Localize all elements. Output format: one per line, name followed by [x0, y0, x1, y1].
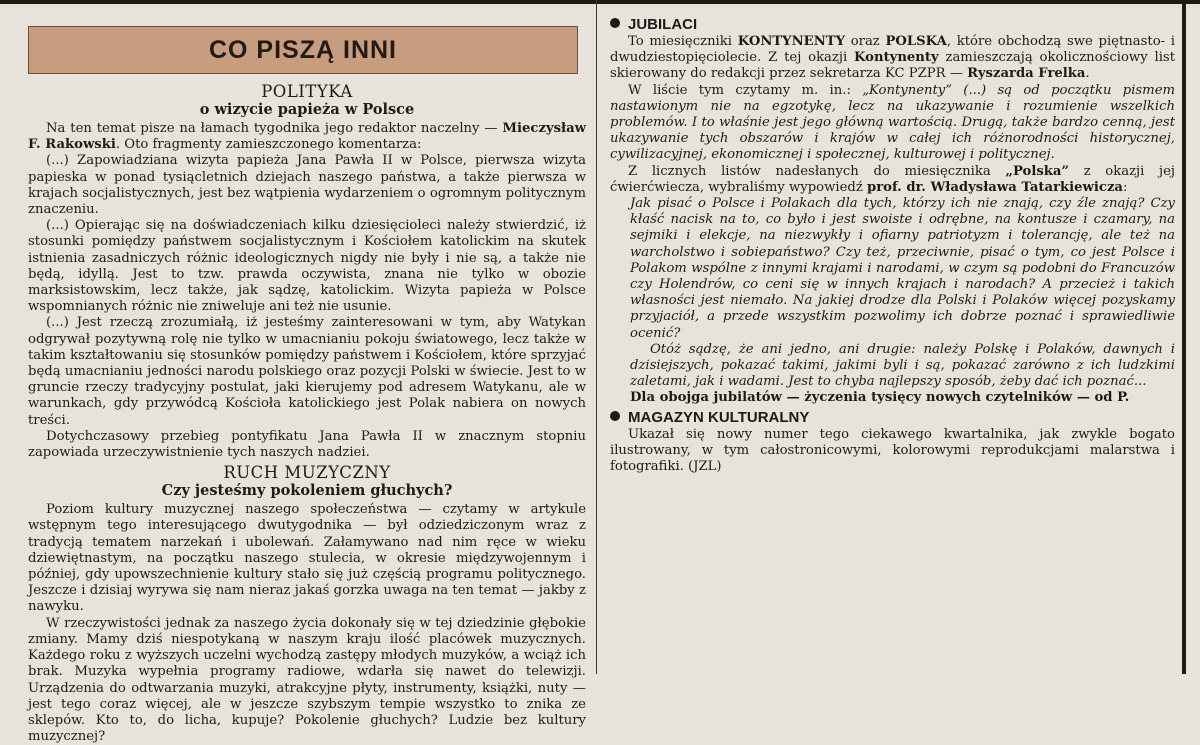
- polityka-quote-4: Dotychczasowy przebieg pontyfikatu Jana Pawła II w znacznym stopniu zapowiada urzeczywistnienie tych naszych nadziei.: [28, 428, 586, 461]
- author-name: Mieczysław F. Rakowski: [28, 121, 586, 153]
- article-jubilaci: [610, 16, 1175, 407]
- banner-title: CO PISZĄ INNI: [208, 35, 397, 64]
- jubilaci-paragraph-1: To miesięczniki KONTYNENTY oraz POLSKA, które obchodzą swe piętnasto- i dwudziestopięciolecie. Z tej okazji Kontynenty zamieszczają okolicznościowy list skierowany do redakcji przez sekretarza KC PZPR — Ryszarda Frelka.: [610, 34, 1176, 82]
- bullet-icon: [610, 18, 620, 28]
- jubilaci-closing: Dla obojga jubilatów — życzenia tysięcy nowych czytelników — od P.: [630, 390, 1130, 406]
- jubilaci-paragraph-3: Z licznych listów nadesłanych do miesięcznika „Polska” z okazji jej ćwierćwiecza, wybraliśmy wypowiedź prof. dr. Władysława Tatarkiewicza:: [610, 163, 1175, 195]
- ruch-paragraph-1: Poziom kultury muzycznej naszego społeczeństwa — czytamy w artykule wstępnym tego interesującego dwutygodnika — był odziedziczonym wraz z tradycją tematem narzekań i ubolewań. Załamywano nad nim ręce w wieku dziewiętnastym, na początku naszego stulecia, w okresie międzywojennym i później, gdy upowszechnienie kultury stało się już częścią programu politycznego. Jeszcze i dzisiaj wyrywa się nam nieraz jakaś gorzka uwaga na ten temat — jakby z nawyku.: [28, 502, 586, 615]
- jubilaci-paragraph-2: W liście tym czytamy m. in.: „Kontynenty” (...) są od początku pismem nastawionym nie na egzotykę, lecz na ukazywanie i rozumienie wszelkich problemów. I to właśnie jest jego główną wartością. Drugą, także bardzo cenną, jest ukazywanie tych obszarów i krajów w całej ich różnorodności historycznej, cywilizacyjnej, ekonomicznej i społecznej, kulturowej i politycznej.: [610, 82, 1175, 163]
- polityka-subheading: o wizycie papieża w Polsce: [199, 101, 415, 118]
- ruch-subheading: Czy jesteśmy pokoleniem głuchych?: [161, 482, 453, 500]
- jubilaci-heading: JUBILACI: [610, 16, 1175, 34]
- ruch-heading: RUCH MUZYCZNY: [223, 463, 391, 483]
- article-ruch-muzyczny: [28, 463, 586, 745]
- polityka-quote-3: (...) Jest rzeczą zrozumiałą, iż jesteśmy zainteresowani w tym, aby Watykan odgrywał pozytywną rolę nie tylko w umacnianiu pokoju światowego, lecz także w takim kształtowaniu się stosunków pomiędzy państwem i Kościołem, które sprzyjać będą umacnianiu jedności narodu polskiego oraz pozycji Polski w świecie. Jest to w gruncie rzeczy tradycyjny postulat, jaki kierujemy pod adresem Watykanu, ale w warunkach, gdy przywódcą Kościoła katolickiego jest Polak nabiera on nowych treści.: [28, 315, 586, 428]
- polityka-intro: Na ten temat pisze na łamach tygodnika jego redaktor naczelny — Mieczysław F. Rakowski. Oto fragmenty zamieszczonego komentarza:: [28, 121, 586, 153]
- magazyn-heading: MAGAZYN KULTURALNY: [610, 409, 1175, 427]
- article-magazyn: [610, 409, 1175, 476]
- jubilaci-quote-1: Jak pisać o Polsce i Polakach dla tych, którzy ich nie znają, czy źle znają? Czy kłaść nacisk na to, co było i jest swoiste i odrębne, na kontusze i czamary, na sejmiki i elekcje, na niezwykły i ofiarny patriotyzm i tolerancję, ale też na warcholstwo i sobiepaństwo? Czy też, przeciwnie, pisać o tym, co jest Polsce i Polakom wspólne z innymi krajami i narodami, w czym są podobni do Francuzów czy Holendrów, co ceni się w innych krajach i narodach? A przecież i takich własności jest niemało. Na jakiej drodze dla Polski i Polaków więcej pozyskamy przyjaciół, a przede wszystkim pozwolimy ich dobrze poznać i sprawiedliwie ocenić?: [630, 196, 1175, 341]
- ruch-paragraph-2: W rzeczywistości jednak za naszego życia dokonały się w tej dziedzinie głębokie zmiany. Mamy dziś niespotykaną w naszym kraju ilość placówek muzycznych. Każdego roku z wyższych uczelni wychodzą zastępy młodych muzyków, a wciąż ich brak. Muzyka wypełnia programy radiowe, wdarła się nawet do telewizji. Urządzenia do odtwarzania muzyki, atrakcyjne płyty, instrumenty, książki, nuty — jest tego coraz więcej, ale w jeszcze szybszym tempie wszystko to znika ze sklepów. Kto to, do licha, kupuje? Pokolenie głuchych? Ludzie bez kultury muzycznej?: [28, 615, 586, 745]
- magazyn-paragraph: Ukazał się nowy numer tego ciekawego kwartalnika, jak zwykle bogato ilustrowany, w tym całostronicowymi, kolorowymi reprodukcjami malarstwa i fotografiki. (JZL): [610, 426, 1175, 475]
- bullet-icon: [610, 411, 620, 421]
- right-edge-rule: [1182, 0, 1186, 674]
- jubilaci-quote-2: Otóż sądzę, że ani jedno, ani drugie: należy Polskę i Polaków, dawnych i dzisiejszych, pokazać takimi, jakimi byli i są, pokazać zarówno z ich ludzkimi zaletami, jak i wadami. Jest to chyba najlepszy sposób, żeby dać ich poznać...: [630, 341, 1175, 390]
- article-polityka: [28, 82, 586, 461]
- polityka-quote-1: (...) Zapowiadziana wizyta papieża Jana Pawła II w Polsce, pierwsza wizyta papieska w ponad tysiącletnich dziejach naszego państwa, a także pierwsza w krajach socjalistycznych, jest bez wątpienia wydarzeniem o ogromnym politycznym znaczeniu.: [28, 153, 586, 218]
- section-banner: [28, 26, 578, 74]
- polityka-heading: POLITYKA: [261, 82, 353, 101]
- top-rule: [0, 0, 1200, 4]
- polityka-quote-2: (...) Opierając się na doświadczeniach kilku dziesięcioleci należy stwierdzić, iż stosunki pomiędzy państwem socjalistycznym i Kościołem katolickim na skutek istnienia zasadniczych różnic ideologicznych nigdy nie były i nie są, a także nie będą, idyllą. Jest to tzw. prawda oczywista, znana nie tylko w obozie marksistowskim, lecz także, jak sądzę, katolickim. Wizyta papieża w Polsce wspomnianych różnic nie zniweluje ani też nie usunie.: [28, 218, 586, 315]
- column-divider: [596, 0, 597, 674]
- left-column: [28, 8, 586, 745]
- right-column: [610, 14, 1175, 475]
